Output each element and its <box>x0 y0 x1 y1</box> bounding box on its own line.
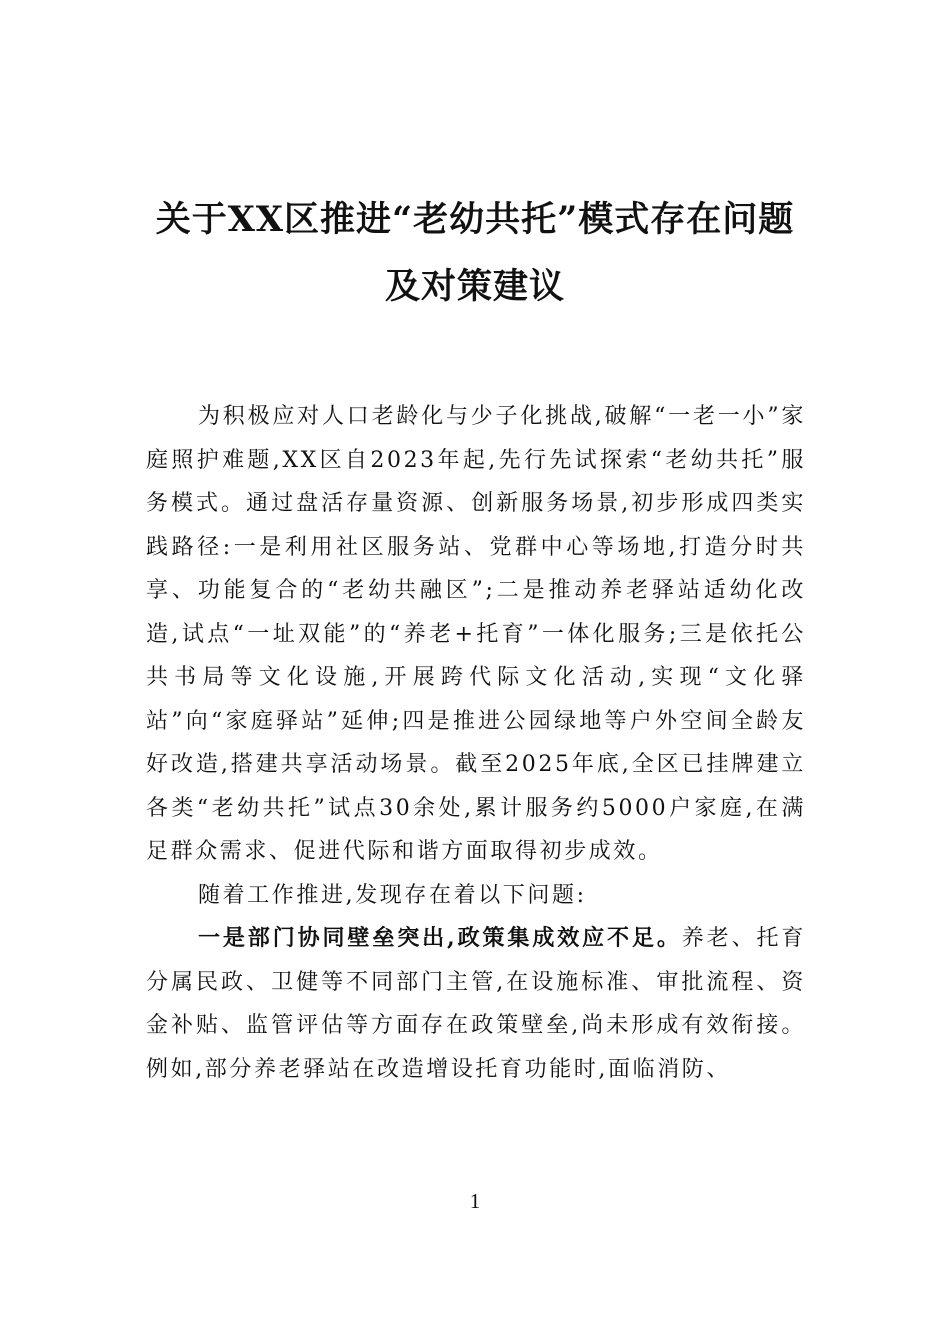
problem-one-paragraph <box>146 917 806 1091</box>
page-number: 1 <box>469 1189 481 1213</box>
document-body <box>146 395 806 1091</box>
problem-one-text: 养老、托育分属民政、卫健等不同部门主管,在设施标准、审批流程、资金补贴、监管评估等方面存在政策壁垒,尚未形成有效衔接。例如,部分养老驿站在改造增设托育功能时,面临消防、 <box>146 926 806 1082</box>
document-title-line-2: 及对策建议 <box>384 266 565 307</box>
document-title-line-1: 关于XX区推进“老幼共托”模式存在问题 <box>155 199 795 240</box>
problem-one-heading: 一是部门协同壁垒突出,政策集成效应不足。 <box>198 925 682 951</box>
intro-paragraph: 为积极应对人口老龄化与少子化挑战,破解“一老一小”家庭照护难题,XX区自2023年起,先行先试探索“老幼共托”服务模式。通过盘活存量资源、创新服务场景,初步形成四类实践路径:一是利用社区服务站、党群中心等场地,打造分时共享、功能复合的“老幼共融区”;二是推动养老驿站适幼化改造,试点“一址双能”的“养老+托育”一体化服务;三是依托公共书局等文化设施,开展跨代际文化活动,实现“文化驿站”向“家庭驿站”延伸;四是推进公园绿地等户外空间全龄友好改造,搭建共享活动场景。截至2025年底,全区已挂牌建立各类“老幼共托”试点30余处,累计服务约5000户家庭,在满足群众需求、促进代际和谐方面取得初步成效。 <box>146 404 806 864</box>
problems-intro-paragraph: 随着工作推进,发现存在着以下问题: <box>198 882 587 908</box>
